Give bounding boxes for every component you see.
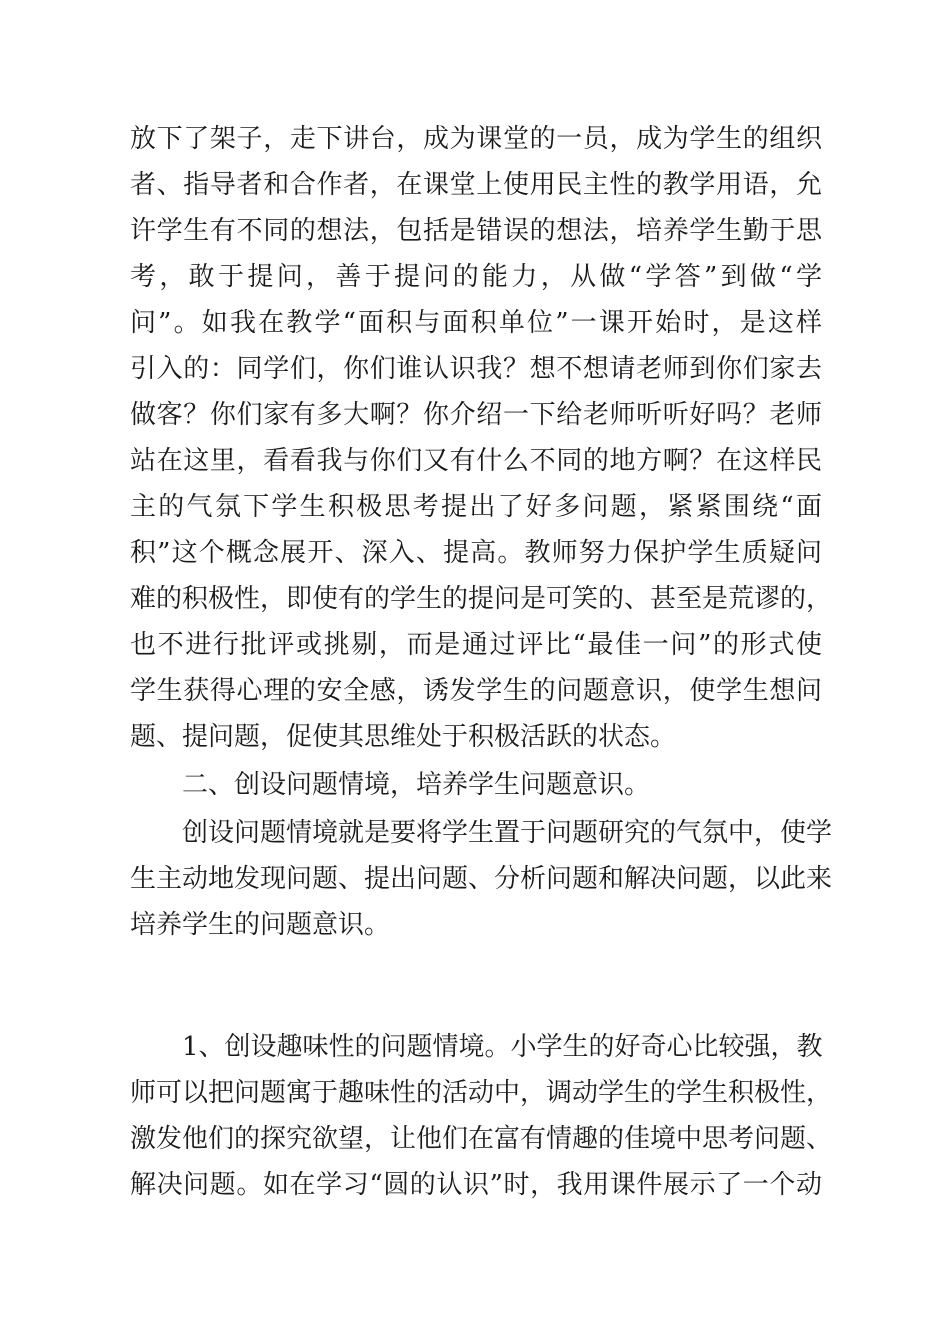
text-line: 培养学生的问题意识。 [130,910,391,940]
text-line: 者、指导者和合作者，在课堂上使用民主性的教学用语，允 [130,170,822,200]
text-line: 题、提问题，促使其思维处于积极活跃的状态。 [130,722,677,752]
text-line: 难的积极性，即使有的学生的提问是可笑的、甚至是荒谬的， [130,584,833,614]
text-line: 创设问题情境就是要将学生置于问题研究的气氛中，使学 [182,818,833,848]
text-line: 许学生有不同的想法，包括是错误的想法，培养学生勤于思 [130,216,822,246]
text-line: 学生获得心理的安全感，诱发学生的问题意识，使学生想问 [130,676,822,706]
text-line: 解决问题。如在学习“圆的认识”时，我用课件展示了一个动 [130,1170,822,1200]
text-line: 站在这里，看看我与你们又有什么不同的地方啊？在这样民 [130,446,822,476]
text-line: 放下了架子，走下讲台，成为课堂的一员，成为学生的组织 [130,124,822,154]
text-line: 积”这个概念展开、深入、提高。教师努力保护学生质疑问 [130,538,822,568]
text-line: 做客？你们家有多大啊？你介绍一下给老师听听好吗？老师 [130,400,822,430]
text-line: 1、创设趣味性的问题情境。小学生的好奇心比较强，教 [182,1032,823,1062]
text-line: 师可以把问题寓于趣味性的活动中，调动学生的学生积极性， [130,1078,833,1108]
text-line: 也不进行批评或挑剔，而是通过评比“最佳一问”的形式使 [130,630,822,660]
text-line: 考，敢于提问，善于提问的能力，从做“学答”到做“学 [130,262,822,292]
section-heading: 二、创设问题情境，培养学生问题意识。 [182,770,651,800]
text-line: 主的气氛下学生积极思考提出了好多问题，紧紧围绕“面 [130,492,822,522]
text-line: 问”。如我在教学“面积与面积单位”一课开始时，是这样 [130,308,822,338]
text-line: 引入的：同学们，你们谁认识我？想不想请老师到你们家去 [130,354,822,384]
text-line: 生主动地发现问题、提出问题、分析问题和解决问题，以此来 [130,864,833,894]
text-line: 激发他们的探究欲望，让他们在富有情趣的佳境中思考问题、 [130,1124,833,1154]
